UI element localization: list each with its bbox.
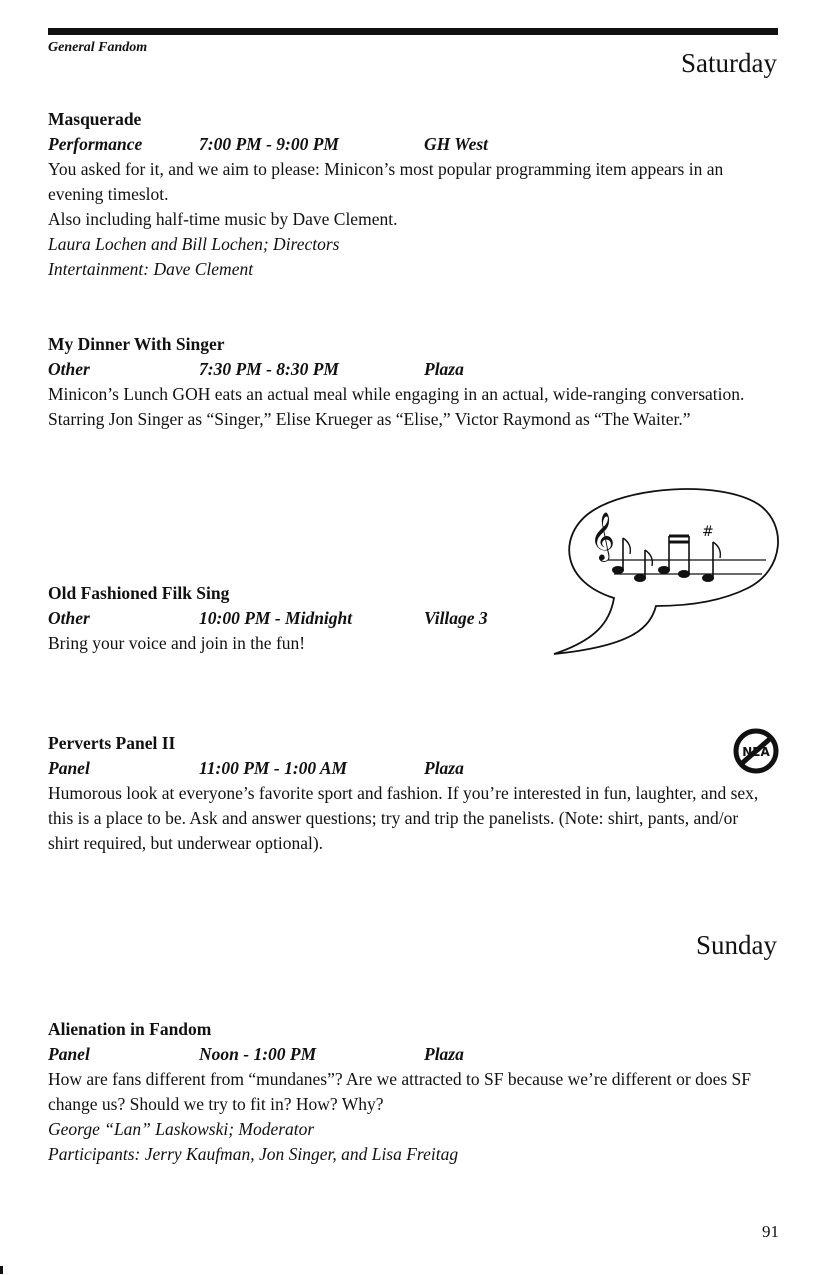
event-type: Other	[48, 608, 90, 628]
music-speech-bubble-icon	[552, 478, 784, 662]
event-meta	[48, 132, 768, 157]
event-type: Panel	[48, 1044, 90, 1064]
day-title-saturday: Saturday	[681, 48, 777, 78]
event-credit: Laura Lochen and Bill Lochen; Directors	[48, 234, 340, 254]
event-type: Other	[48, 359, 90, 379]
event-time: 7:30 PM - 8:30 PM	[199, 359, 339, 379]
event-time: Noon - 1:00 PM	[199, 1044, 317, 1064]
event-room: Plaza	[424, 359, 464, 379]
svg-text:𝄞: 𝄞	[590, 511, 615, 560]
event-description: How are fans different from “mundanes”? Are we attracted to SF because we’re different or does SF change us? Should we try to fit in? How? Why?	[48, 1069, 751, 1114]
event-time: 11:00 PM - 1:00 AM	[199, 758, 348, 778]
event-room: Village 3	[424, 608, 488, 628]
event-credit: Participants: Jerry Kaufman, Jon Singer, and Lisa Freitag	[48, 1144, 459, 1164]
event-meta	[48, 357, 768, 382]
event-time: 7:00 PM - 9:00 PM	[199, 134, 339, 154]
event-credit: George “Lan” Laskowski; Moderator	[48, 1119, 315, 1139]
event-title: Perverts Panel II	[48, 733, 176, 753]
scan-mark	[0, 1266, 3, 1274]
event-type: Performance	[48, 134, 143, 154]
event-title: Old Fashioned Filk Sing	[48, 583, 230, 603]
event-time: 10:00 PM - Midnight	[199, 608, 353, 628]
event-meta	[48, 1042, 768, 1067]
event-title: Alienation in Fandom	[48, 1019, 212, 1039]
page-number: 91	[762, 1222, 779, 1241]
event-credit: Intertainment: Dave Clement	[48, 259, 254, 279]
event-room: Plaza	[424, 758, 464, 778]
no-nea-icon	[729, 726, 783, 776]
event-alienation-in-fandom	[48, 1017, 768, 1167]
section-tag: General Fandom	[48, 40, 148, 55]
event-room: Plaza	[424, 1044, 464, 1064]
event-my-dinner-with-singer	[48, 332, 768, 432]
event-room: GH West	[424, 134, 489, 154]
event-meta	[48, 756, 768, 781]
event-description: Minicon’s Lunch GOH eats an actual meal while engaging in an actual, wide-ranging conversation. Starring Jon Singer as “Singer,” Elise Krueger as “Elise,” Victor Raymond as “The Waiter.”	[48, 384, 745, 429]
nea-text: NEA	[742, 745, 770, 759]
event-description: Bring your voice and join in the fun!	[48, 633, 306, 653]
svg-text:#: #	[702, 524, 714, 540]
event-perverts-panel	[48, 731, 768, 856]
event-title: My Dinner With Singer	[48, 334, 225, 354]
event-title: Masquerade	[48, 109, 142, 129]
event-description-extra: Also including half-time music by Dave Clement.	[48, 209, 398, 229]
event-description: Humorous look at everyone’s favorite sport and fashion. If you’re interested in fun, laughter, and sex, this is a place to be. Ask and answer questions; try and trip the panelists. (Note: shirt, pants, and/or shirt required, but underwear optional).	[48, 783, 759, 853]
event-type: Panel	[48, 758, 90, 778]
header-rule	[48, 28, 778, 35]
event-description: You asked for it, and we aim to please: Minicon’s most popular programming item appears in an evening timeslot.	[48, 159, 724, 204]
event-masquerade	[48, 107, 768, 282]
day-title-sunday: Sunday	[696, 930, 777, 960]
